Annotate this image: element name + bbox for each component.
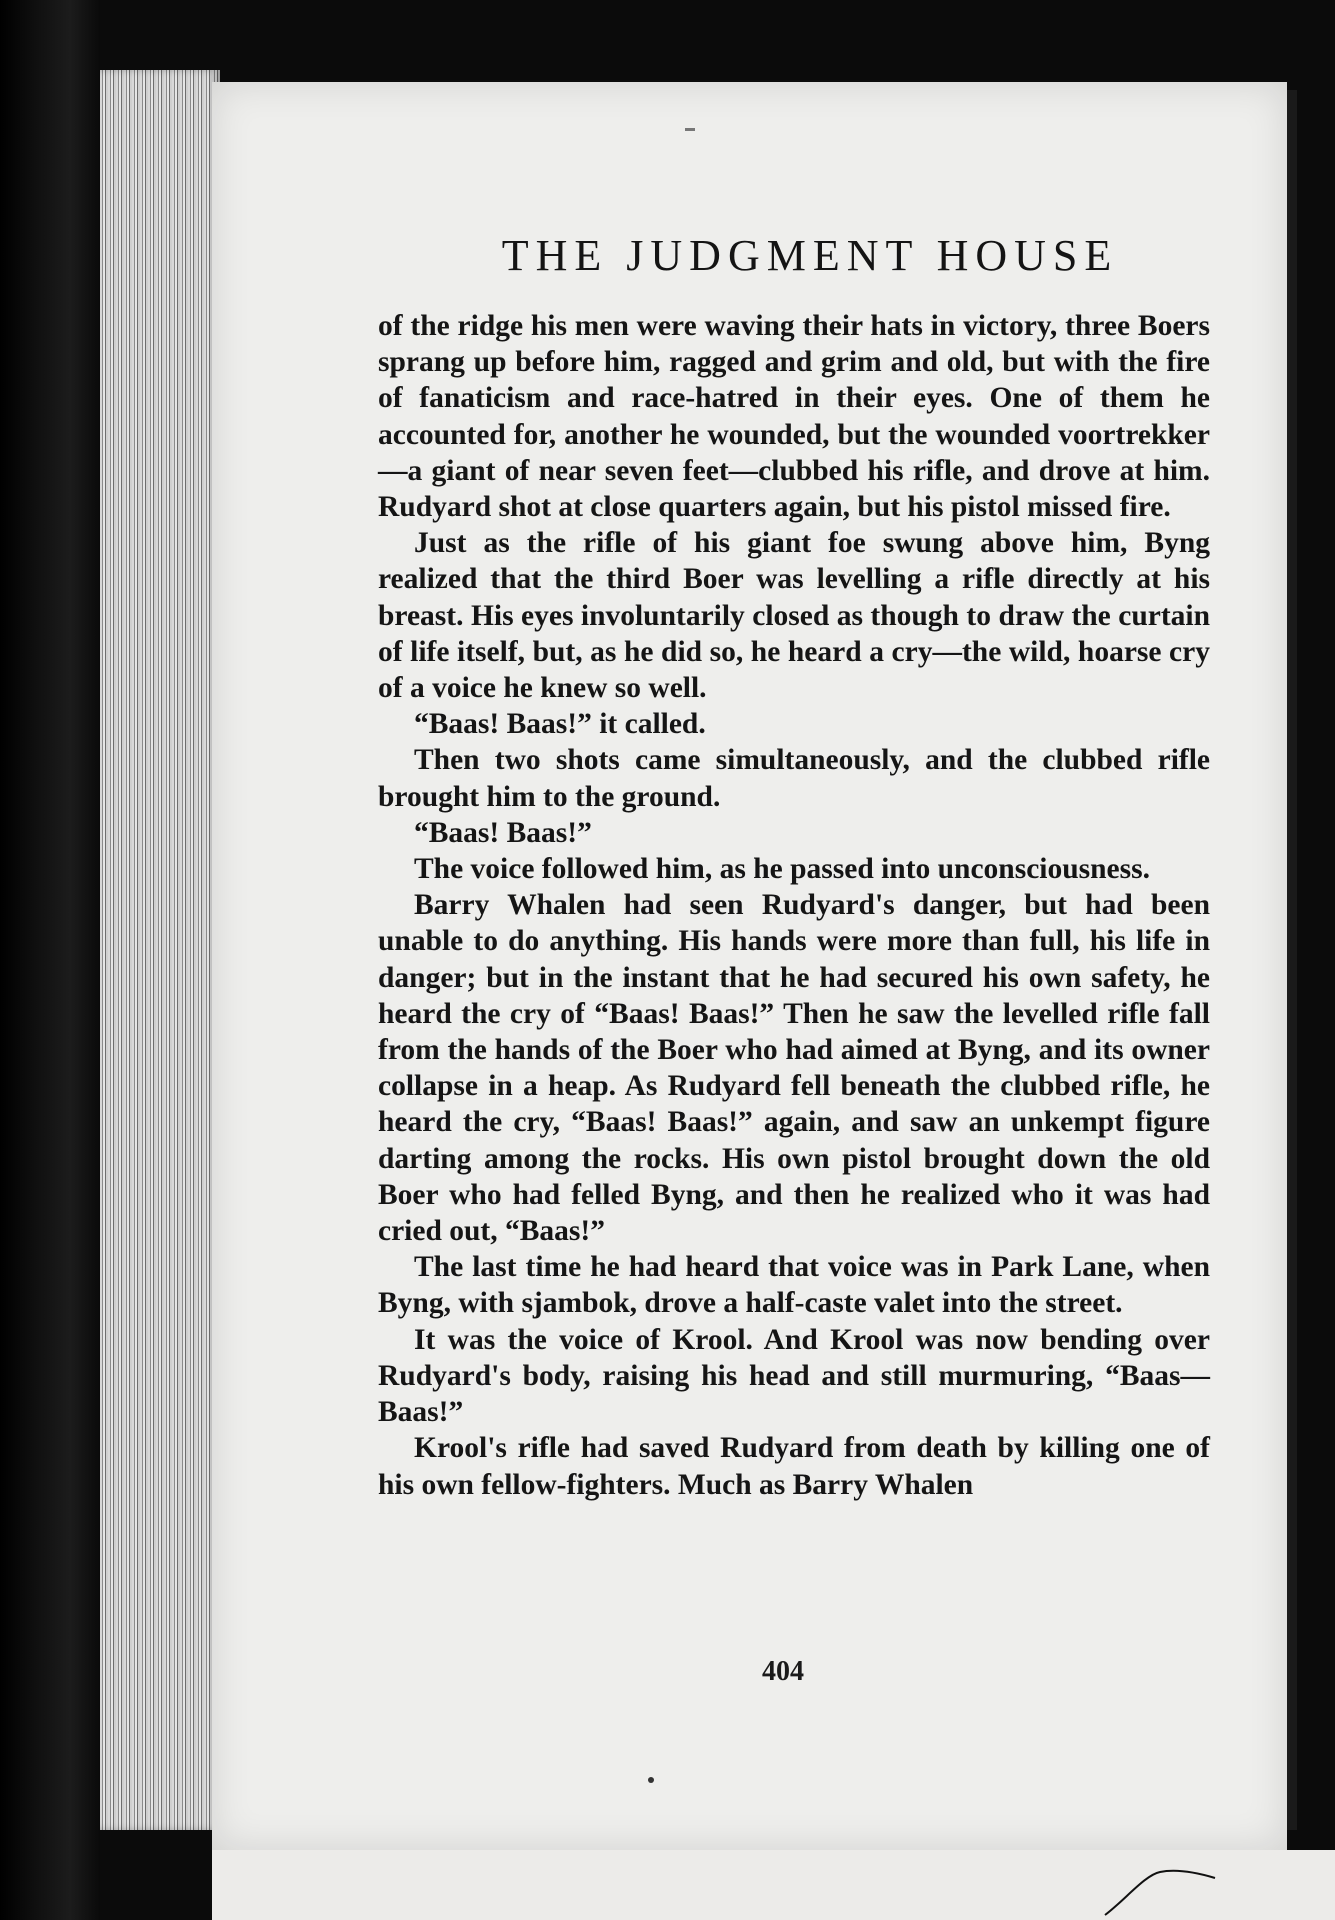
paragraph: Then two shots came simultaneously, and the clubbed rifle brought him to the ground. <box>378 744 1210 813</box>
pencil-mark-icon <box>1100 1860 1220 1920</box>
paragraph: The voice followed him, as he passed into unconsciousness. <box>414 853 1150 886</box>
paragraph: It was the voice of Krool. And Krool was now bending over Rudyard's body, raising his head and still murmuring, “Baas—Baas!” <box>378 1323 1210 1429</box>
page-top-mark <box>685 128 695 131</box>
paragraph: Krool's rifle had saved Rudyard from death by killing one of his own fellow-fighters. Much as Barry Whalen <box>378 1432 1210 1501</box>
ink-dot <box>648 1777 654 1783</box>
running-head: THE JUDGMENT HOUSE <box>501 231 1119 280</box>
paragraph: Just as the rifle of his giant foe swung above him, Byng realized that the third Boer was levelling a rifle directly at his breast. His eyes involuntarily closed as though to draw the curtain of life itself, but, as he did so, he heard a cry—the wild, hoarse cry of a voice he knew so well. <box>378 527 1210 705</box>
paragraph: “Baas! Baas!” it called. <box>414 708 706 741</box>
page-edges <box>100 70 220 1830</box>
page-gutter-shadow <box>1287 90 1297 1830</box>
paragraph: The last time he had heard that voice was in Park Lane, when Byng, with sjambok, drove a half-caste valet into the street. <box>378 1251 1210 1320</box>
paragraph: Barry Whalen had seen Rudyard's danger, but had been unable to do anything. His hands were more than full, his life in danger; but in the instant that he had secured his own safety, he heard the cry of “Baas! Baas!” Then he saw the levelled rifle fall from the hands of the Boer who had aimed at Byng, and its owner collapse in a heap. As Rudyard fell beneath the clubbed rifle, he heard the cry, “Baas! Baas!” again, and saw an unkempt figure darting among the rocks. His own pistol brought down the old Boer who had felled Byng, and then he realized who it was had cried out, “Baas!” <box>378 889 1210 1248</box>
body-text <box>378 308 1210 1503</box>
paragraph: “Baas! Baas!” <box>414 816 592 849</box>
page-number: 404 <box>762 1656 804 1687</box>
paragraph: of the ridge his men were waving their hats in victory, three Boers sprang up before him, ragged and grim and old, but with the fire of fanaticism and race-hatred in their eyes. One of them he accounted for, another he wounded, but the wounded voortrekker—a giant of near seven feet—clubbed his rifle, and drove at him. Rudyard shot at close quarters again, but his pistol missed fire. <box>378 310 1210 524</box>
book-spine-shadow <box>0 0 100 1920</box>
